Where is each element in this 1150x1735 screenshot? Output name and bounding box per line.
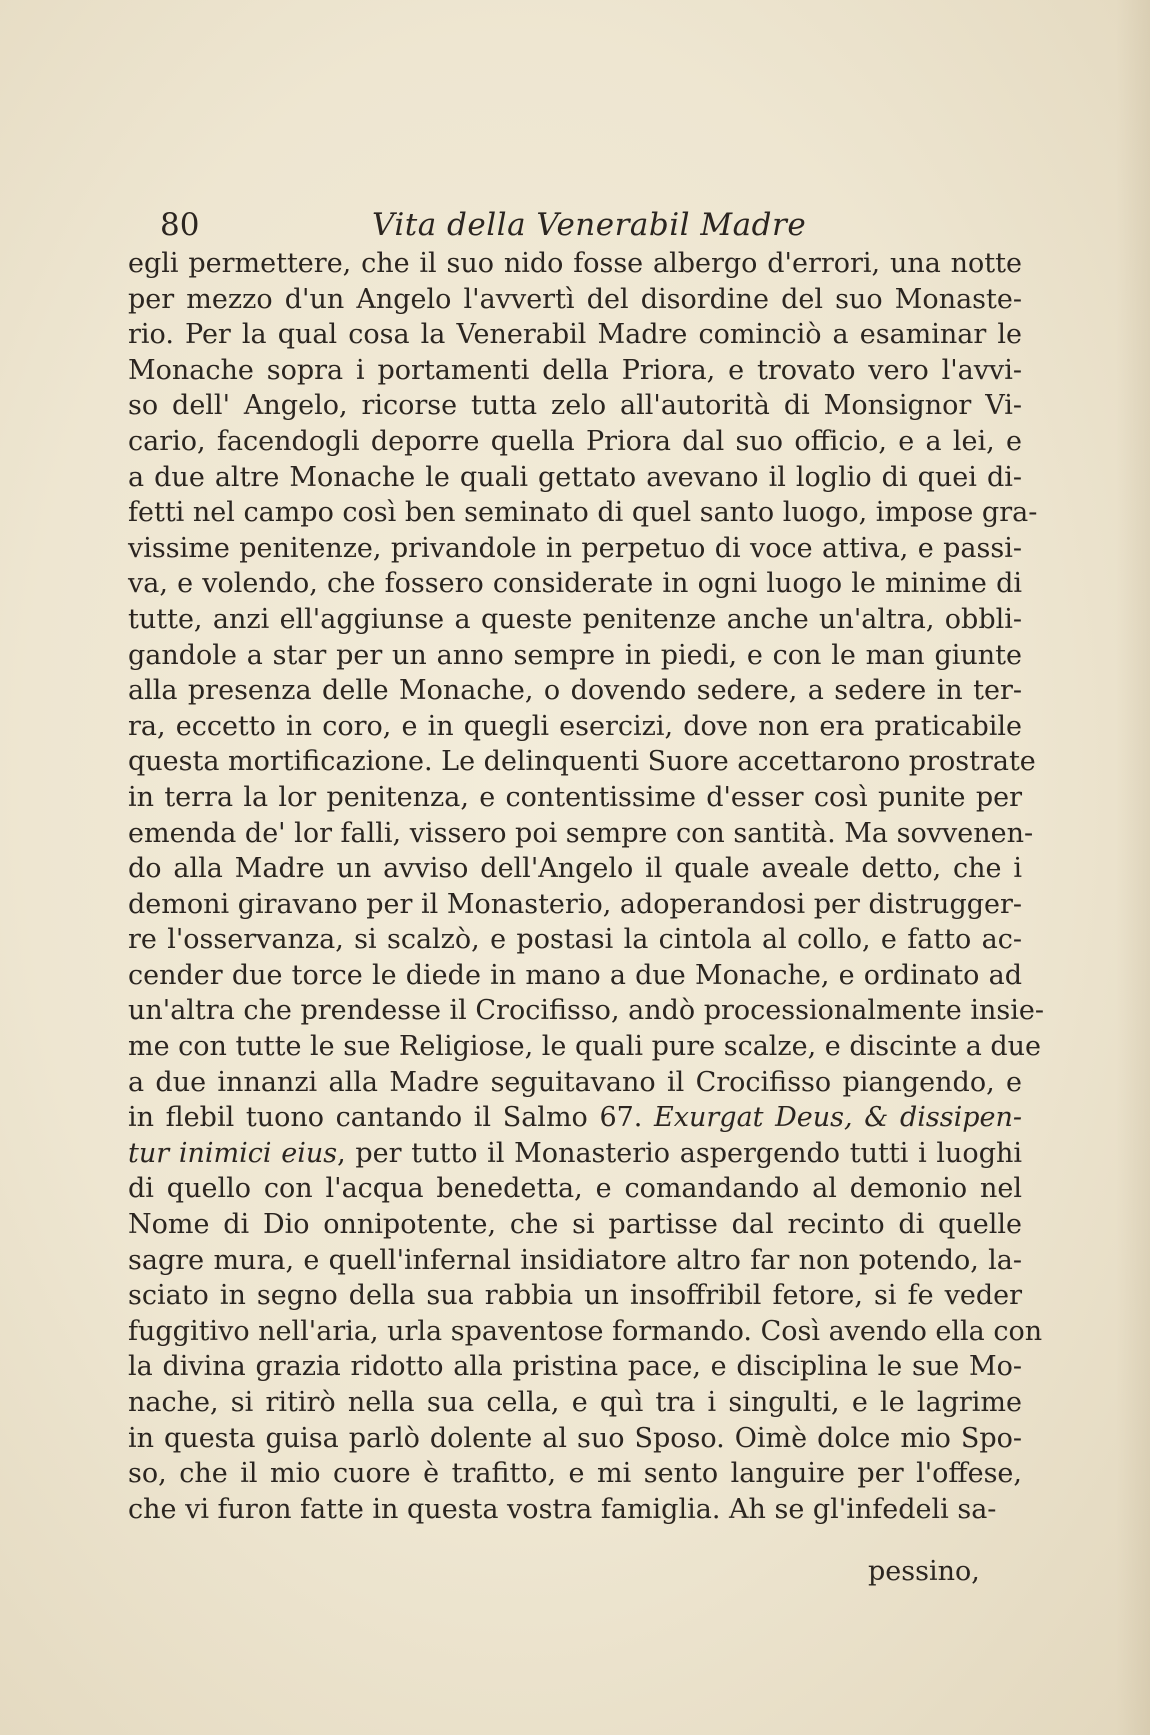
text-line: gandole a star per un anno sempre in piedi, e con le man giunte xyxy=(128,639,1022,671)
line-segment: , per tutto il Monasterio aspergendo tutti i luoghi xyxy=(337,1137,1023,1169)
text-line: cario, facendogli deporre quella Priora dal suo officio, e a lei, e xyxy=(128,425,1022,457)
text-line: alla presenza delle Monache, o dovendo sedere, a sedere in ter- xyxy=(128,675,1022,707)
text-line: egli permettere, che il suo nido fosse albergo d'errori, una notte xyxy=(128,248,1022,279)
text-line: per mezzo d'un Angelo l'avvertì del disordine del suo Monaste- xyxy=(128,283,1022,315)
line-segment: in flebil tuono cantando il Salmo 67. xyxy=(128,1102,655,1134)
text-line: re l'osservanza, si scalzò, e postasi la cintola al collo, e fatto ac- xyxy=(128,924,1022,956)
text-line: vissime penitenze, privandole in perpetuo di voce attiva, e passi- xyxy=(128,532,1022,564)
italic-text: Exurgat Deus, & dissipen- xyxy=(654,1102,1022,1134)
body-text xyxy=(128,246,1044,1527)
running-title: Vita della Venerabil Madre xyxy=(372,207,807,243)
text-line xyxy=(128,1100,1022,1136)
text-line: rio. Per la qual cosa la Venerabil Madre cominciò a esaminar le xyxy=(128,319,1022,351)
text-line: la divina grazia ridotto alla pristina pace, e disciplina le sue Mo- xyxy=(128,1351,1022,1383)
text-line: a due innanzi alla Madre seguitavano il Crocifisso piangendo, e xyxy=(128,1066,1022,1098)
text-line: sagre mura, e quell'infernal insidiatore altro far non potendo, la- xyxy=(128,1244,1022,1276)
text-line: nache, si ritirò nella sua cella, e quì tra i singulti, e le lagrime xyxy=(128,1387,1022,1418)
text-line xyxy=(128,1136,1022,1172)
text-line: so, che il mio cuore è trafitto, e mi sento languire per l'offese, xyxy=(128,1458,1022,1490)
page-number: 80 xyxy=(160,207,200,243)
text-line: sciato in segno della sua rabbia un insoffribil fetore, si fe veder xyxy=(128,1280,1022,1312)
text-line: fuggitivo nell'aria, urla spaventose formando. Così avendo ella con xyxy=(128,1315,1043,1347)
text-line: in questa guisa parlò dolente al suo Sposo. Oimè dolce mio Spo- xyxy=(128,1422,1022,1454)
text-line: a due altre Monache le quali gettato avevano il loglio di quei di- xyxy=(128,461,1022,493)
text-line: do alla Madre un avviso dell'Angelo il quale aveale detto, che i xyxy=(128,853,1022,885)
page-header xyxy=(160,205,1020,245)
text-line: di quello con l'acqua benedetta, e comandando al demonio nel xyxy=(128,1173,1022,1205)
text-line: me con tutte le sue Religiose, le quali pure scalze, e discinte a due xyxy=(128,1031,1042,1063)
text-line: un'altra che prendesse il Crocifisso, andò processionalmente insie- xyxy=(128,995,1044,1027)
text-line: tutte, anzi ell'aggiunse a queste penitenze anche un'altra, obbli- xyxy=(128,603,1022,635)
text-line: ra, eccetto in coro, e in quegli esercizi, dove non era praticabile xyxy=(128,710,1022,742)
text-line: fetti nel campo così ben seminato di quel santo luogo, impose gra- xyxy=(128,497,1038,529)
text-line: Nome di Dio onnipotente, che si partisse dal recinto di quelle xyxy=(128,1209,1022,1241)
text-line: cender due torce le diede in mano a due Monache, e ordinato ad xyxy=(128,959,1022,991)
text-line: so dell' Angelo, ricorse tutta zelo all'autorità di Monsignor Vi- xyxy=(128,390,1022,422)
catchword: pessino, xyxy=(868,1556,980,1587)
text-line: Monache sopra i portamenti della Priora, e trovato vero l'avvi- xyxy=(128,354,1022,386)
italic-text: tur inimici eius xyxy=(128,1137,338,1169)
text-line: in terra la lor penitenza, e contentissime d'esser così punite per xyxy=(128,781,1022,813)
text-line: va, e volendo, che fossero considerate in ogni luogo le minime di xyxy=(128,568,1022,600)
text-line: demoni giravano per il Monasterio, adoperandosi per distrugger- xyxy=(128,888,1023,920)
text-line: emenda de' lor falli, vissero poi sempre con santità. Ma sovvenen- xyxy=(128,817,1034,849)
text-line: questa mortificazione. Le delinquenti Suore accettarono prostrate xyxy=(128,746,1036,778)
text-line: che vi furon fatte in questa vostra famiglia. Ah se gl'infedeli sa- xyxy=(128,1493,997,1525)
